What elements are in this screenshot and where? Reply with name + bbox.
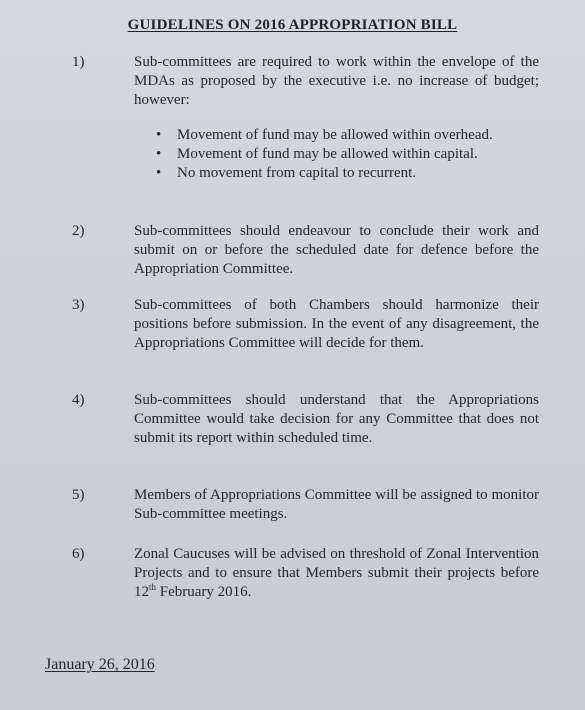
bullet-list (134, 126, 539, 183)
bullet-text: Movement of fund may be allowed within capital. (177, 146, 478, 162)
date-superscript: th (149, 582, 157, 592)
item-number: 2) (72, 223, 85, 239)
bullet-item-1 (134, 126, 539, 145)
item-number: 5) (72, 487, 85, 503)
item-number: 6) (72, 546, 85, 562)
bullet-text: Movement of fund may be allowed within overhead. (177, 127, 493, 143)
document-title: GUIDELINES ON 2016 APPROPRIATION BILL (127, 17, 458, 33)
document-date: January 26, 2016 (45, 656, 155, 673)
item-number: 1) (72, 54, 85, 70)
item-text: Members of Appropriations Committee will be assigned to monitor Sub-committee meetings. (134, 487, 539, 522)
bullet-item-3 (134, 164, 539, 183)
item-text-end: February 2016. (156, 584, 252, 600)
item-text: Sub-committees of both Chambers should harmonize their positions before submission. In the event of any disagreement, the Appropriations Committee will decide for them. (134, 297, 539, 351)
item-text-main: Zonal Caucuses will be advised on threshold of Zonal Intervention Projects and to ensure that Members submit their projects before 12 (134, 546, 539, 600)
bullet-icon: • (156, 146, 162, 162)
bullet-text: No movement from capital to recurrent. (177, 165, 417, 181)
item-number: 3) (72, 297, 85, 313)
item-text: Sub-committees are required to work within the envelope of the MDAs as proposed by the executive i.e. no increase of budget; however: (134, 54, 539, 108)
item-number: 4) (72, 392, 85, 408)
item-text: Sub-committees should understand that the Appropriations Committee would take decision for any Committee that does not submit its report within scheduled time. (134, 392, 539, 446)
item-text (134, 545, 539, 602)
bullet-icon: • (156, 165, 162, 181)
item-text: Sub-committees should endeavour to conclude their work and submit on or before the scheduled date for defence before the Appropriation Committee. (134, 223, 539, 277)
bullet-icon: • (156, 127, 162, 143)
bullet-item-2 (134, 145, 539, 164)
